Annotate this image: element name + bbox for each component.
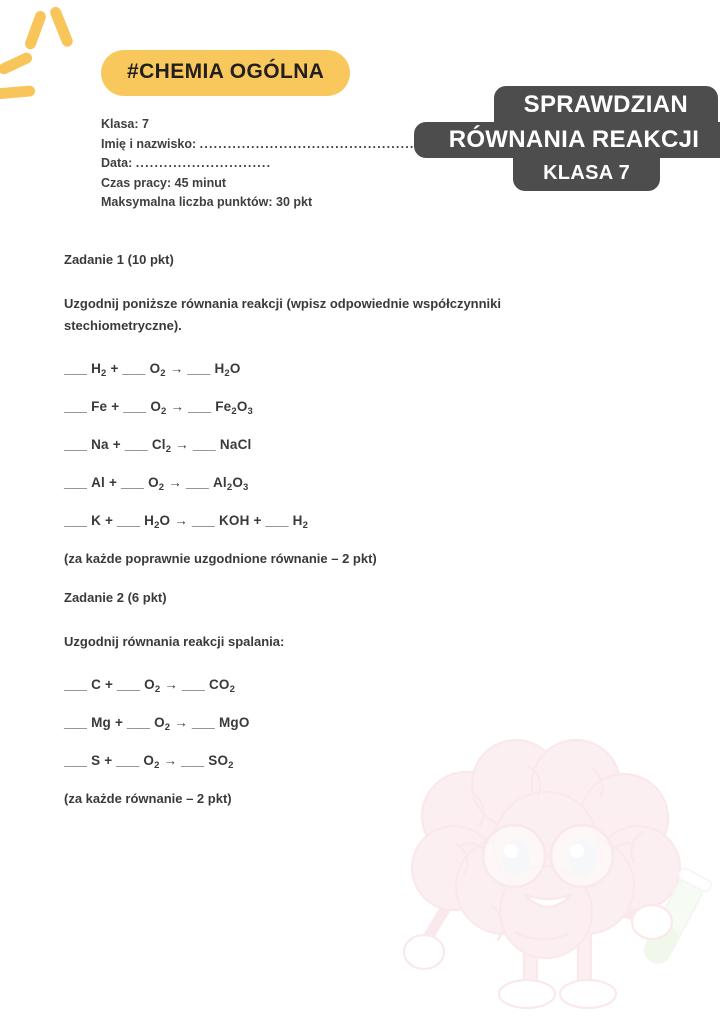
- task-1-title: Zadanie 1 (10 pkt): [64, 252, 174, 267]
- category-hashtag-badge: #CHEMIA OGÓLNA: [101, 50, 350, 96]
- task-2-scoring-note: (za każde równanie – 2 pkt): [64, 791, 232, 806]
- sparkle-burst-icon: [0, 0, 120, 120]
- worksheet-body: [64, 252, 644, 830]
- title-line-sprawdzian: SPRAWDZIAN: [494, 86, 718, 122]
- task-1-equation-2: ___ Fe + ___ $O_2$ → ___ $Fe_2O_3$: [64, 399, 254, 417]
- task-2-instruction: Uzgodnij równania reakcji spalania:: [64, 634, 285, 649]
- task-1-scoring-note: (za każde poprawnie uzgodnione równanie – 2 pkt): [64, 551, 377, 566]
- task-1-equation-1: ___ $H_2$ + ___ $O_2$ → ___ $H_2O$: [64, 361, 241, 379]
- title-line-topic: RÓWNANIA REAKCJI: [414, 122, 720, 158]
- meta-name-label: Imię i nazwisko:: [101, 136, 197, 151]
- meta-line-points: [101, 193, 661, 213]
- test-title-badge: [414, 86, 720, 191]
- meta-points-label: Maksymalna liczba punktów: 30 pkt: [101, 195, 313, 209]
- task-2-equation-1: ___ C + ___ $O_2$ → ___ $CO_2$: [64, 677, 236, 695]
- task-1-instruction: Uzgodnij poniższe równania reakcji (wpisz odpowiednie współczynniki stechiometryczne).: [64, 296, 502, 333]
- task-2-title: Zadanie 2 (6 pkt): [64, 590, 167, 605]
- task-1-equation-5: ___ K + ___ $H_2O$ → ___ KOH + ___ $H_2$: [64, 513, 309, 531]
- meta-klasa-label: Klasa: 7: [101, 117, 149, 131]
- task-2-equation-2: ___ Mg + ___ $O_2$ → ___ MgO: [64, 715, 250, 733]
- title-line-grade: KLASA 7: [513, 158, 660, 191]
- task-1-equation-3: ___ Na + ___ $Cl_2$ → ___ NaCl: [64, 437, 252, 455]
- task-2-equation-3: ___ S + ___ $O_2$ → ___ $SO_2$: [64, 753, 234, 771]
- meta-duration-label: Czas pracy: 45 minut: [101, 175, 227, 190]
- task-1-equation-4: ___ Al + ___ $O_2$ → ___ $Al_2O_3$: [64, 475, 249, 493]
- meta-date-label: Data:: [101, 156, 133, 170]
